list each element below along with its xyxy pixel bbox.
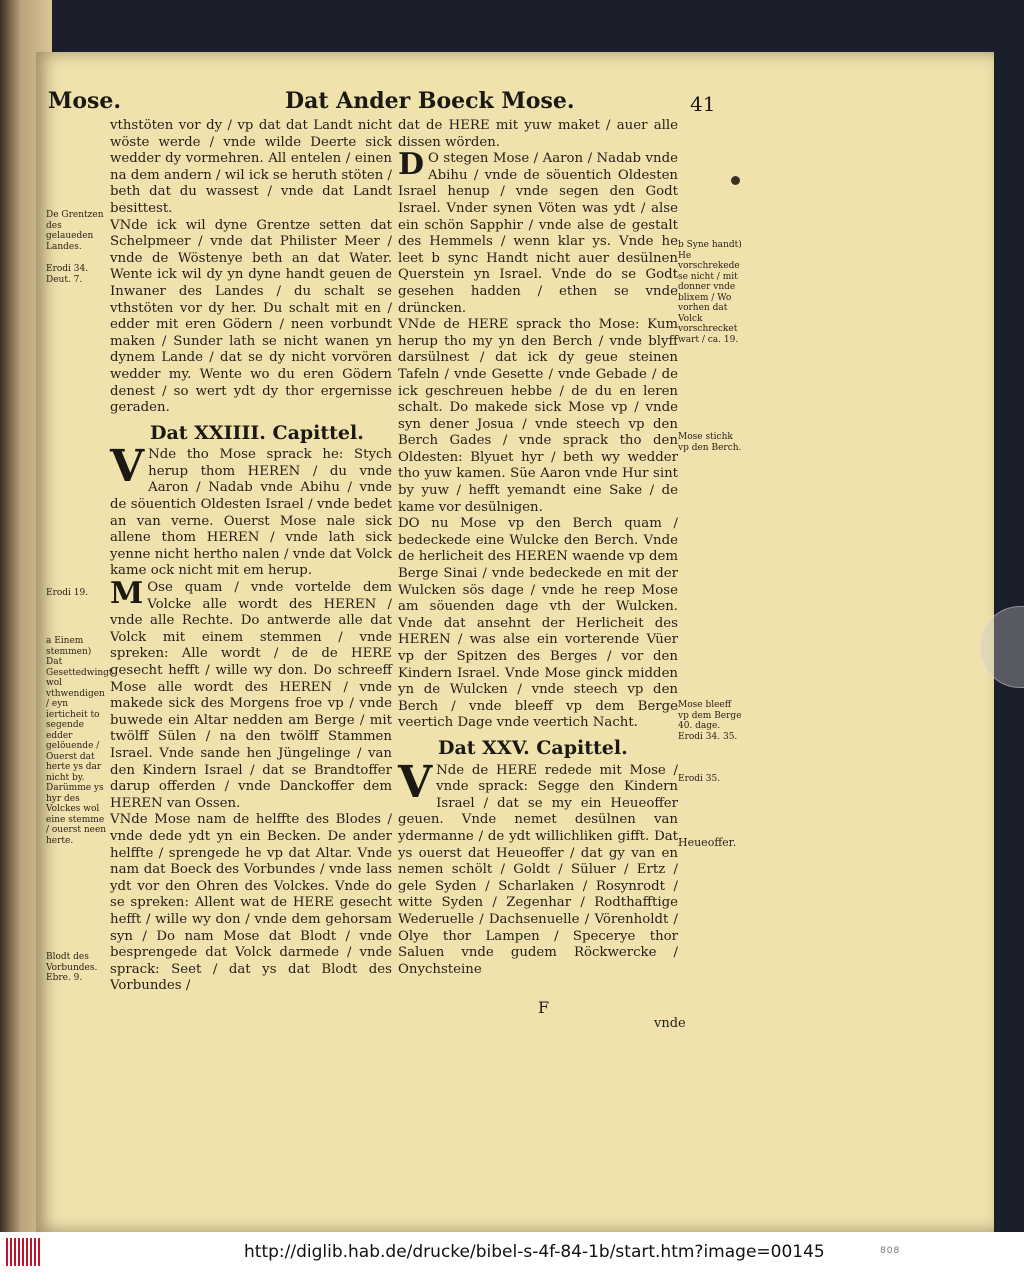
margin-note: Erodi 35.	[678, 774, 721, 784]
running-head-left: Mose.	[48, 88, 122, 114]
margin-note: Heueoffer.	[678, 836, 737, 849]
library-logo-icon	[6, 1238, 40, 1266]
paragraph	[110, 576, 392, 812]
page-number: 41	[690, 92, 716, 116]
margin-note: Erodi 34. Deut. 7.	[46, 264, 89, 285]
drop-cap: V	[110, 441, 145, 493]
paragraph-text: Nde tho Mose sprack he: Stych herup thom HEREN / du vnde Aaron / Nadab vnde Abihu / vnde de söuentich Oldesten Israel / vnde bedet an van verne. Ouerst Mose nale sick allene thom HEREN / vnde lath sick yenne nicht hertho nalen / vnde dat Volck kame ock nicht mit em herup.	[110, 447, 392, 579]
drop-cap: V	[398, 756, 433, 808]
text-column-right	[398, 118, 678, 978]
margin-note: a Einem stemmen) Dat Gesettedwingt wol vthwendigen / eyn ierticheit to segende edder gelöuende / Ouerst dat herte ys dar nicht by. Darümme ys hyr des Volckes wol eine stemme / ouerst neen herte.	[46, 636, 113, 846]
paragraph: dat de HERE mit yuw maket / auer alle dissen wörden.	[398, 118, 678, 150]
ink-spot	[731, 176, 740, 185]
paragraph-text: Nde de HERE redede mit Mose / vnde sprack: Segge den Kindern Israel / dat se my ein Heueoffer geuen. Vnde nemet desülnen van ydermanne / de ydt willichliken gifft. Dat ys ouerst dat Heueoffer / dat gy van en nemen schölt / Goldt / Süluer / Ertz / gele Syden / Scharlaken / Rosynrodt / witte Syden / Zegenhar / Rodthafftige Wederuelle / Dachsenuelle / Vörenholdt / Olye thor Lampen / Specerye thor Saluen vnde gudem Röckwercke / Onychsteine	[398, 762, 678, 977]
paragraph: VNde Mose nam de helffte des Blodes / vnde dede ydt yn ein Becken. De ander helffte / sprengede he vp dat Altar. Vnde nam dat Boeck des Vorbundes / vnde lass ydt vor den Ohren des Volckes. Vnde do se spreken: Allent wat de HERE gesecht hefft / wille wy don / vnde dem gehorsam syn / Do nam Mose dat Blodt / vnde besprengede dat Volck darmede / vnde sprack: Seet / dat ys dat Blodt des Vorbundes /	[110, 812, 392, 994]
viewer-footer	[0, 1232, 1024, 1272]
catchword: vnde	[654, 1016, 686, 1031]
paragraph: DO nu Mose vp den Berch quam / bedeckede eine Wulcke den Berch. Vnde de herlicheit des HEREN waende vp dem Berge Sinai / vnde bedeckede en mit der Wulcken sös dage / vnde he reep Mose am söuenden dage vth der Wulcken. Vnde dat ansehnt der Herlicheit des HEREN / was alse ein vorterende Vüer vp der Spitzen des Berges / vor den Kindern Israel. Vnde Mose ginck midden yn de Wulcken / vnde steech vp den Berch / vnde bleeff vp dem Berge veertich Dage vnde veertich Nacht.	[398, 516, 678, 731]
paragraph: VNde ick wil dyne Grentze setten dat Schelpmeer / vnde dat Philister Meer / vnde de Wöstenye beth an dat Water. Wente ick wil dy yn dyne handt geuen de Inwaner des Landes / du schalt se vthstöten vor dy her. Du schalt mit en / edder mit eren Gödern / neen vorbundt maken / Sunder lath se nicht wanen yn dynem Lande / dat se dy nicht vorvören wedder my. Wente wo du eren Gödern denest / so wert ydt dy thor ergernisse geraden.	[110, 217, 392, 416]
chapter-heading: Dat XXIIII. Capittel.	[150, 421, 364, 444]
margin-note: Mose stichk vp den Berch.	[678, 432, 742, 453]
running-head-title: Dat Ander Boeck Mose.	[285, 88, 575, 114]
paragraph-text: Ose quam / vnde vortelde dem Volcke alle wordt des HEREN / vnde alle Rechte. Do antwerde alle dat Volck mit einem stemmen / vnde spreken: Alle wordt / de de HERE gesecht hefft / wille wy don. Do schreeff Mose alle wordt des HEREN / vnde makede sick des Morgens froe vp / vnde buwede ein Altar nedden am Berge / mit twölff Sülen / na den twölff Stammen Israel. Vnde sande hen Jüngelinge / van den Kindern Israel / dat se Brandtoffer darup offerden / vnde Danckoffer dem HEREN van Ossen.	[110, 580, 392, 811]
drop-cap: D	[398, 147, 425, 183]
paragraph	[398, 756, 678, 979]
margin-note: Blodt des Vorbundes. Ebre. 9.	[46, 952, 98, 983]
paragraph: VNde de HERE sprack tho Mose: Kum herup tho my yn den Berch / vnde blyff darsülnest / dat ick dy geue steinen Tafeln / vnde Gesette / vnde Gebade / de ick geschreuen hebbe / de du en leren schalt. Do makede sick Mose vp / vnde syn dener Josua / vnde steech vp den Berch Gades / vnde sprack tho den Oldesten: Blyuet hyr / beth wy wedder tho yuw kamen. Süe Aaron vnde Hur sint by yuw / hefft yemandt eine Sake / de kame vor desülnigen.	[398, 317, 678, 515]
paragraph	[110, 441, 392, 580]
paragraph	[398, 147, 678, 317]
paragraph-text: O stegen Mose / Aaron / Nadab vnde Abihu / vnde de söuentich Oldesten Israel henup / vnde segen den Godt Israel. Vnder synen Vöten was ydt / alse ein schön Sapphir / vnde alse de gestalt des Hemmels / wenn klar ys. Vnde he leet b sync Handt nicht auer desülnen Querstein yn Israel. Vnde do se Godt gesehen hadden / ethen se vnde drüncken.	[398, 151, 678, 316]
chapter-heading: Dat XXV. Capittel.	[438, 736, 628, 759]
margin-note: b Syne handt) He vorschrekede se nicht / mit donner vnde blixem / Wo vorhen dat Volck vorschrecket wart / ca. 19.	[678, 240, 742, 345]
page-url-link[interactable]: http://diglib.hab.de/drucke/bibel-s-4f-84-1b/start.htm?image=00145	[244, 1242, 825, 1262]
margin-note: Mose bleeff vp dem Berge 40. dage. Erodi 34. 35.	[678, 700, 742, 742]
signature-mark: F	[538, 998, 550, 1017]
paragraph: vthstöten vor dy / vp dat dat Landt nicht wöste werde / vnde wilde Deerte sick wedder dy vormehren. All entelen / einen na dem andern / wil ick se heruth stöten / beth dat du wassest / vnde dat Landt besittest.	[110, 118, 392, 216]
margin-note: De Grentzen des gelaueden Landes.	[46, 210, 104, 252]
margin-note: Erodi 19.	[46, 588, 89, 598]
text-column-left	[110, 118, 392, 995]
footer-code: 808	[880, 1246, 901, 1256]
drop-cap: M	[110, 576, 144, 612]
